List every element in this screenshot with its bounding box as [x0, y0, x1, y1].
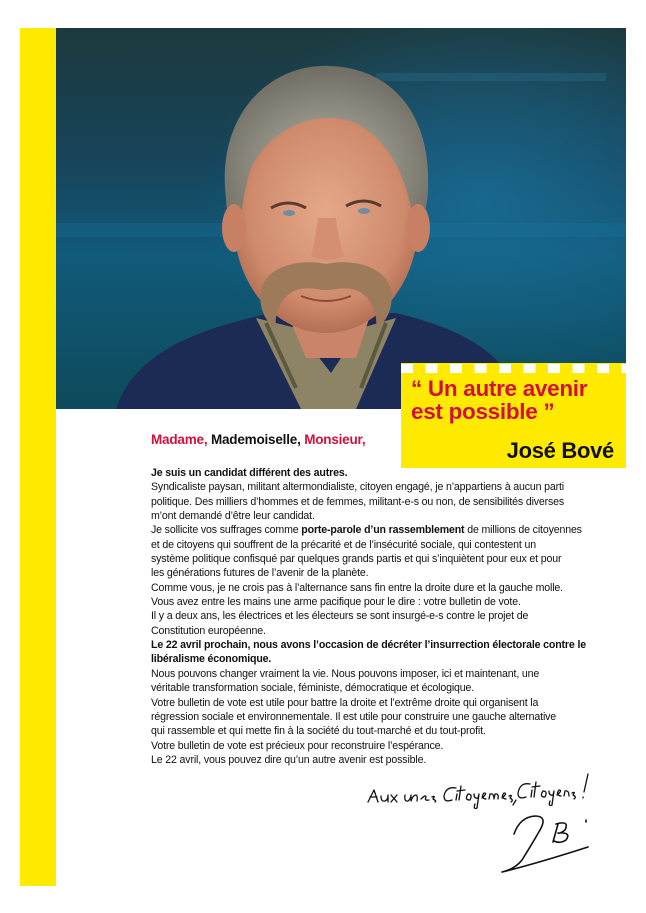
candidate-photo: [56, 28, 626, 409]
letter-body: [151, 466, 606, 767]
letter-line: qui rassemble et qui mette fin à la société du tout-marché et du tout-profit.: [151, 725, 486, 738]
letter-line: Il y a deux ans, les électrices et les électeurs se sont insurgé-e-s contre le projet de: [151, 610, 529, 623]
slogan-quote: [411, 377, 623, 423]
letter-line: Syndicaliste paysan, militant altermondialiste, citoyen engagé, je n’appartiens à aucun parti: [151, 481, 564, 494]
letter-paragraph: [151, 696, 606, 739]
letter-line: Je sollicite vos suffrages comme: [151, 524, 302, 537]
letter-line: m’ont demandé d’être leur candidat.: [151, 510, 315, 523]
salutation-madame: Madame,: [151, 432, 208, 447]
letter-line: régression sociale et environnementale. Il est utile pour construire une gauche alternative: [151, 710, 557, 723]
letter-line: Nous pouvons changer vraiment la vie. Nous pouvons imposer, ici et maintenant, une: [151, 667, 540, 680]
letter-line: Votre bulletin de vote est utile pour battre la droite et l’extrême droite qui organisent la: [151, 696, 539, 709]
letter-paragraph: [151, 667, 606, 696]
letter-paragraph: [151, 466, 606, 480]
letter-paragraph: Votre bulletin de vote est précieux pour reconstruire l’espérance.: [151, 739, 444, 752]
letter-paragraph: [151, 638, 606, 667]
letter-line: Constitution européenne.: [151, 624, 266, 637]
letter-line: et de citoyens qui souffrent de la précarité et de l’insécurité sociale, qui contestent un: [151, 538, 536, 551]
letter-emphasis: Le 22 avril prochain, nous avons l’occasion de décréter l’insurrection électorale contre le: [151, 639, 586, 652]
letter-intro-bold: Je suis un candidat différent des autres.: [151, 467, 348, 479]
letter-paragraph: Comme vous, je ne crois pas à l’alternance sans fin entre la droite dure et la gauche molle.: [151, 581, 563, 594]
letter-paragraph: Le 22 avril, vous pouvez dire qu’un autre avenir est possible.: [151, 753, 427, 766]
salutation: [151, 432, 365, 447]
slogan-line-2: est possible ”: [411, 399, 555, 424]
quote-author: José Bové: [506, 438, 614, 463]
letter-emphasis: porte-parole d’un rassemblement: [301, 524, 465, 537]
slogan-line-1: “ Un autre avenir: [411, 376, 588, 401]
letter-line: de millions de citoyennes: [464, 524, 582, 537]
letter-paragraph: [151, 480, 606, 523]
letter-emphasis: libéralisme économique.: [151, 653, 272, 666]
letter-line: politique. Des milliers d’hommes et de femmes, militant-e-s ou non, de sensibilités diverses: [151, 495, 565, 508]
handwritten-signature: [360, 772, 620, 882]
yellow-side-bar: [20, 28, 56, 886]
letter-line: système politique confisqué par quelques grands partis et qui s’inquiètent pour eux et pour: [151, 553, 562, 566]
letter-line: les générations futures de l’avenir de la planète.: [151, 567, 369, 580]
letter-line: véritable transformation sociale, féministe, démocratique et écologique.: [151, 682, 475, 695]
letter-paragraph: [151, 523, 606, 580]
salutation-monsieur: Monsieur,: [304, 432, 366, 447]
quote-box-dashed-border: [401, 364, 626, 373]
quote-box: [401, 363, 626, 468]
letter-paragraph: [151, 609, 606, 638]
letter-paragraph: Vous avez entre les mains une arme pacifique pour le dire : votre bulletin de vote.: [151, 596, 521, 609]
salutation-mademoiselle: Mademoiselle,: [210, 432, 301, 447]
